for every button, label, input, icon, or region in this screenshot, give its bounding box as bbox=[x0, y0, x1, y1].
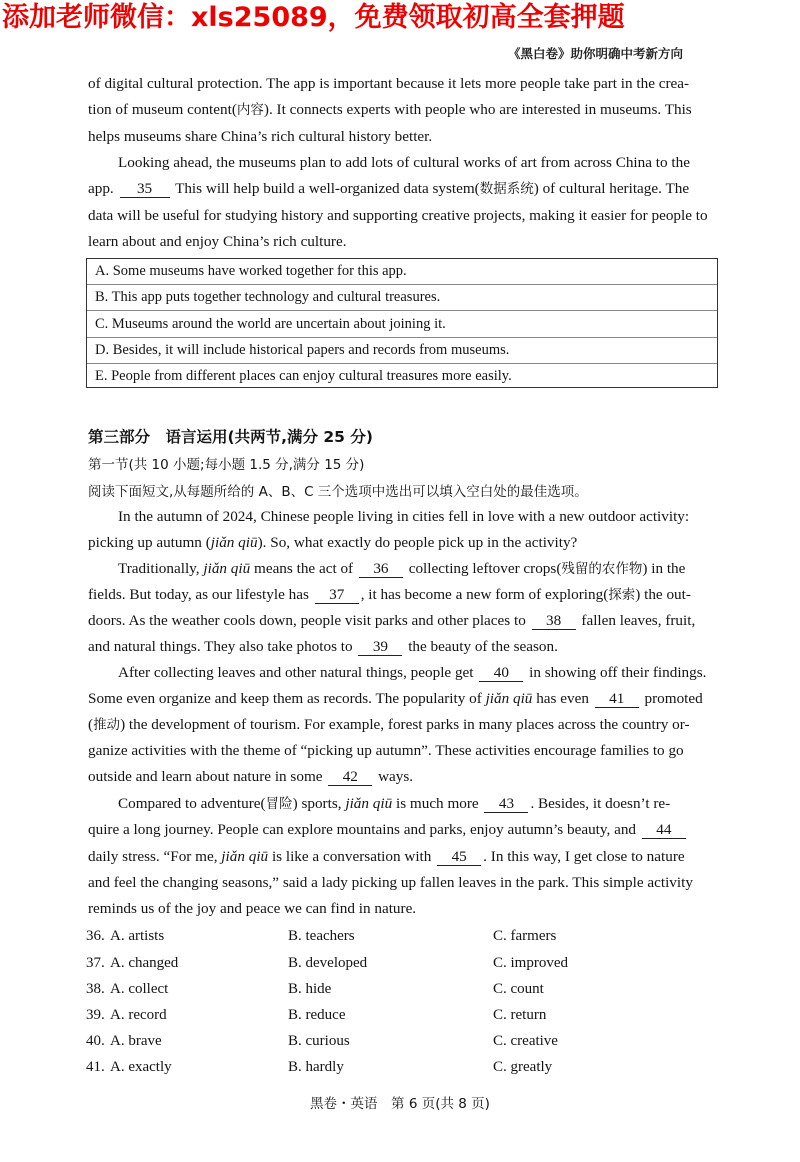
choice-b[interactable]: B. hardly bbox=[288, 1059, 344, 1075]
choice-b[interactable]: B. reduce bbox=[288, 1007, 346, 1023]
option-b[interactable]: B. This app puts together technology and cultural treasures. bbox=[95, 289, 441, 305]
blank-38[interactable]: 38 bbox=[532, 613, 576, 630]
choice-a[interactable]: A. artists bbox=[110, 928, 165, 944]
section-title: 第三部分 语言运用(共两节,满分 25 分) bbox=[88, 428, 373, 446]
passage-line: and feel the changing seasons,” said a lady picking up fallen leaves in the park. This simple activity bbox=[88, 874, 693, 891]
passage-line: reminds us of the joy and peace we can find in nature. bbox=[88, 900, 417, 917]
page-footer: 黑卷・英语 第 6 页(共 8 页) bbox=[310, 1096, 490, 1112]
choice-c[interactable]: C. return bbox=[493, 1007, 547, 1023]
choice-b[interactable]: B. developed bbox=[288, 955, 368, 971]
divider bbox=[87, 310, 717, 311]
blank-42[interactable]: 42 bbox=[328, 769, 372, 786]
blank-36[interactable]: 36 bbox=[359, 561, 403, 578]
question-number: 37. bbox=[86, 955, 105, 971]
question-number: 40. bbox=[86, 1033, 105, 1049]
choice-c[interactable]: C. farmers bbox=[493, 928, 557, 944]
choice-a[interactable]: A. changed bbox=[110, 955, 179, 971]
blank-43[interactable]: 43 bbox=[484, 796, 528, 813]
choice-c[interactable]: C. count bbox=[493, 981, 544, 997]
blank-41[interactable]: 41 bbox=[595, 691, 639, 708]
passage-line: quire a long journey. People can explore mountains and parks, enjoy autumn’s beauty, and 44 bbox=[88, 821, 688, 839]
blank-40[interactable]: 40 bbox=[479, 665, 523, 682]
section-subtitle: 第一节(共 10 小题;每小题 1.5 分,满分 15 分) bbox=[88, 457, 365, 473]
section-instructions: 阅读下面短文,从每题所给的 A、B、C 三个选项中选出可以填入空白处的最佳选项。 bbox=[88, 484, 588, 500]
passage-line: fields. But today, as our lifestyle has 37 , it has become a new form of exploring(探索) the out- bbox=[88, 586, 691, 603]
passage-line: Looking ahead, the museums plan to add lots of cultural works of art from across China to the bbox=[118, 154, 690, 171]
passage-line: of digital cultural protection. The app is important because it lets more people take part in the crea- bbox=[88, 75, 690, 92]
passage-line: In the autumn of 2024, Chinese people living in cities fell in love with a new outdoor activity: bbox=[118, 508, 690, 525]
passage-line: tion of museum content(内容). It connects experts with people who are interested in museums. This bbox=[88, 101, 692, 118]
passage-line: daily stress. “For me, jiǎn qiū is like a conversation with 45 . In this way, I get close to nature bbox=[88, 848, 685, 865]
passage-line: Compared to adventure(冒险) sports, jiǎn qiū is much more 43 . Besides, it doesn’t re- bbox=[118, 795, 671, 812]
question-number: 41. bbox=[86, 1059, 105, 1075]
question-number: 36. bbox=[86, 928, 105, 944]
promo-banner: 添加老师微信：xls25089，免费领取初高全套押题 bbox=[2, 2, 625, 33]
blank-37[interactable]: 37 bbox=[315, 587, 359, 604]
choice-a[interactable]: A. exactly bbox=[110, 1059, 172, 1075]
question-number: 39. bbox=[86, 1007, 105, 1023]
passage-line: and natural things. They also take photos to 39 the beauty of the season. bbox=[88, 638, 558, 655]
choice-a[interactable]: A. record bbox=[110, 1007, 167, 1023]
passage-line: ganize activities with the theme of “picking up autumn”. These activities encourage families to go bbox=[88, 742, 684, 759]
option-c[interactable]: C. Museums around the world are uncertain about joining it. bbox=[95, 316, 446, 332]
passage-line: After collecting leaves and other natural things, people get 40 in showing off their findings. bbox=[118, 664, 707, 681]
blank-35[interactable]: 35 bbox=[120, 181, 170, 198]
option-d[interactable]: D. Besides, it will include historical papers and records from museums. bbox=[95, 342, 510, 358]
question-number: 38. bbox=[86, 981, 105, 997]
options-box bbox=[86, 258, 718, 388]
blank-39[interactable]: 39 bbox=[358, 639, 402, 656]
passage-line: (推动) the development of tourism. For example, forest parks in many places across the country or- bbox=[88, 716, 690, 733]
header-note: 《黑白卷》助你明确中考新方向 bbox=[508, 46, 684, 61]
option-a[interactable]: A. Some museums have worked together for this app. bbox=[95, 263, 407, 279]
option-e[interactable]: E. People from different places can enjoy cultural treasures more easily. bbox=[95, 368, 512, 384]
choice-b[interactable]: B. hide bbox=[288, 981, 332, 997]
passage-line: learn about and enjoy China’s rich culture. bbox=[88, 233, 347, 250]
choice-c[interactable]: C. greatly bbox=[493, 1059, 553, 1075]
passage-line: Some even organize and keep them as records. The popularity of jiǎn qiū has even 41 promoted bbox=[88, 690, 703, 707]
passage-line: doors. As the weather cools down, people visit parks and other places to 38 fallen leaves, fruit, bbox=[88, 612, 696, 629]
blank-44[interactable]: 44 bbox=[642, 822, 686, 839]
choice-a[interactable]: A. collect bbox=[110, 981, 169, 997]
passage-line: picking up autumn (jiǎn qiū). So, what exactly do people pick up in the activity? bbox=[88, 534, 578, 551]
choice-a[interactable]: A. brave bbox=[110, 1033, 162, 1049]
divider bbox=[87, 337, 717, 338]
choice-c[interactable]: C. creative bbox=[493, 1033, 558, 1049]
choice-b[interactable]: B. curious bbox=[288, 1033, 350, 1049]
passage-line: data will be useful for studying history and supporting creative projects, making it easier for people to bbox=[88, 207, 708, 224]
choice-c[interactable]: C. improved bbox=[493, 955, 568, 971]
passage-line: app. 35 This will help build a well-organized data system(数据系统) of cultural heritage. The bbox=[88, 180, 690, 197]
blank-45[interactable]: 45 bbox=[437, 849, 481, 866]
divider bbox=[87, 363, 717, 364]
passage-line: Traditionally, jiǎn qiū means the act of 36 collecting leftover crops(残留的农作物) in the bbox=[118, 560, 686, 577]
passage-line: helps museums share China’s rich cultural history better. bbox=[88, 128, 433, 145]
passage-line: outside and learn about nature in some 42 ways. bbox=[88, 768, 414, 785]
choice-b[interactable]: B. teachers bbox=[288, 928, 355, 944]
divider bbox=[87, 284, 717, 285]
